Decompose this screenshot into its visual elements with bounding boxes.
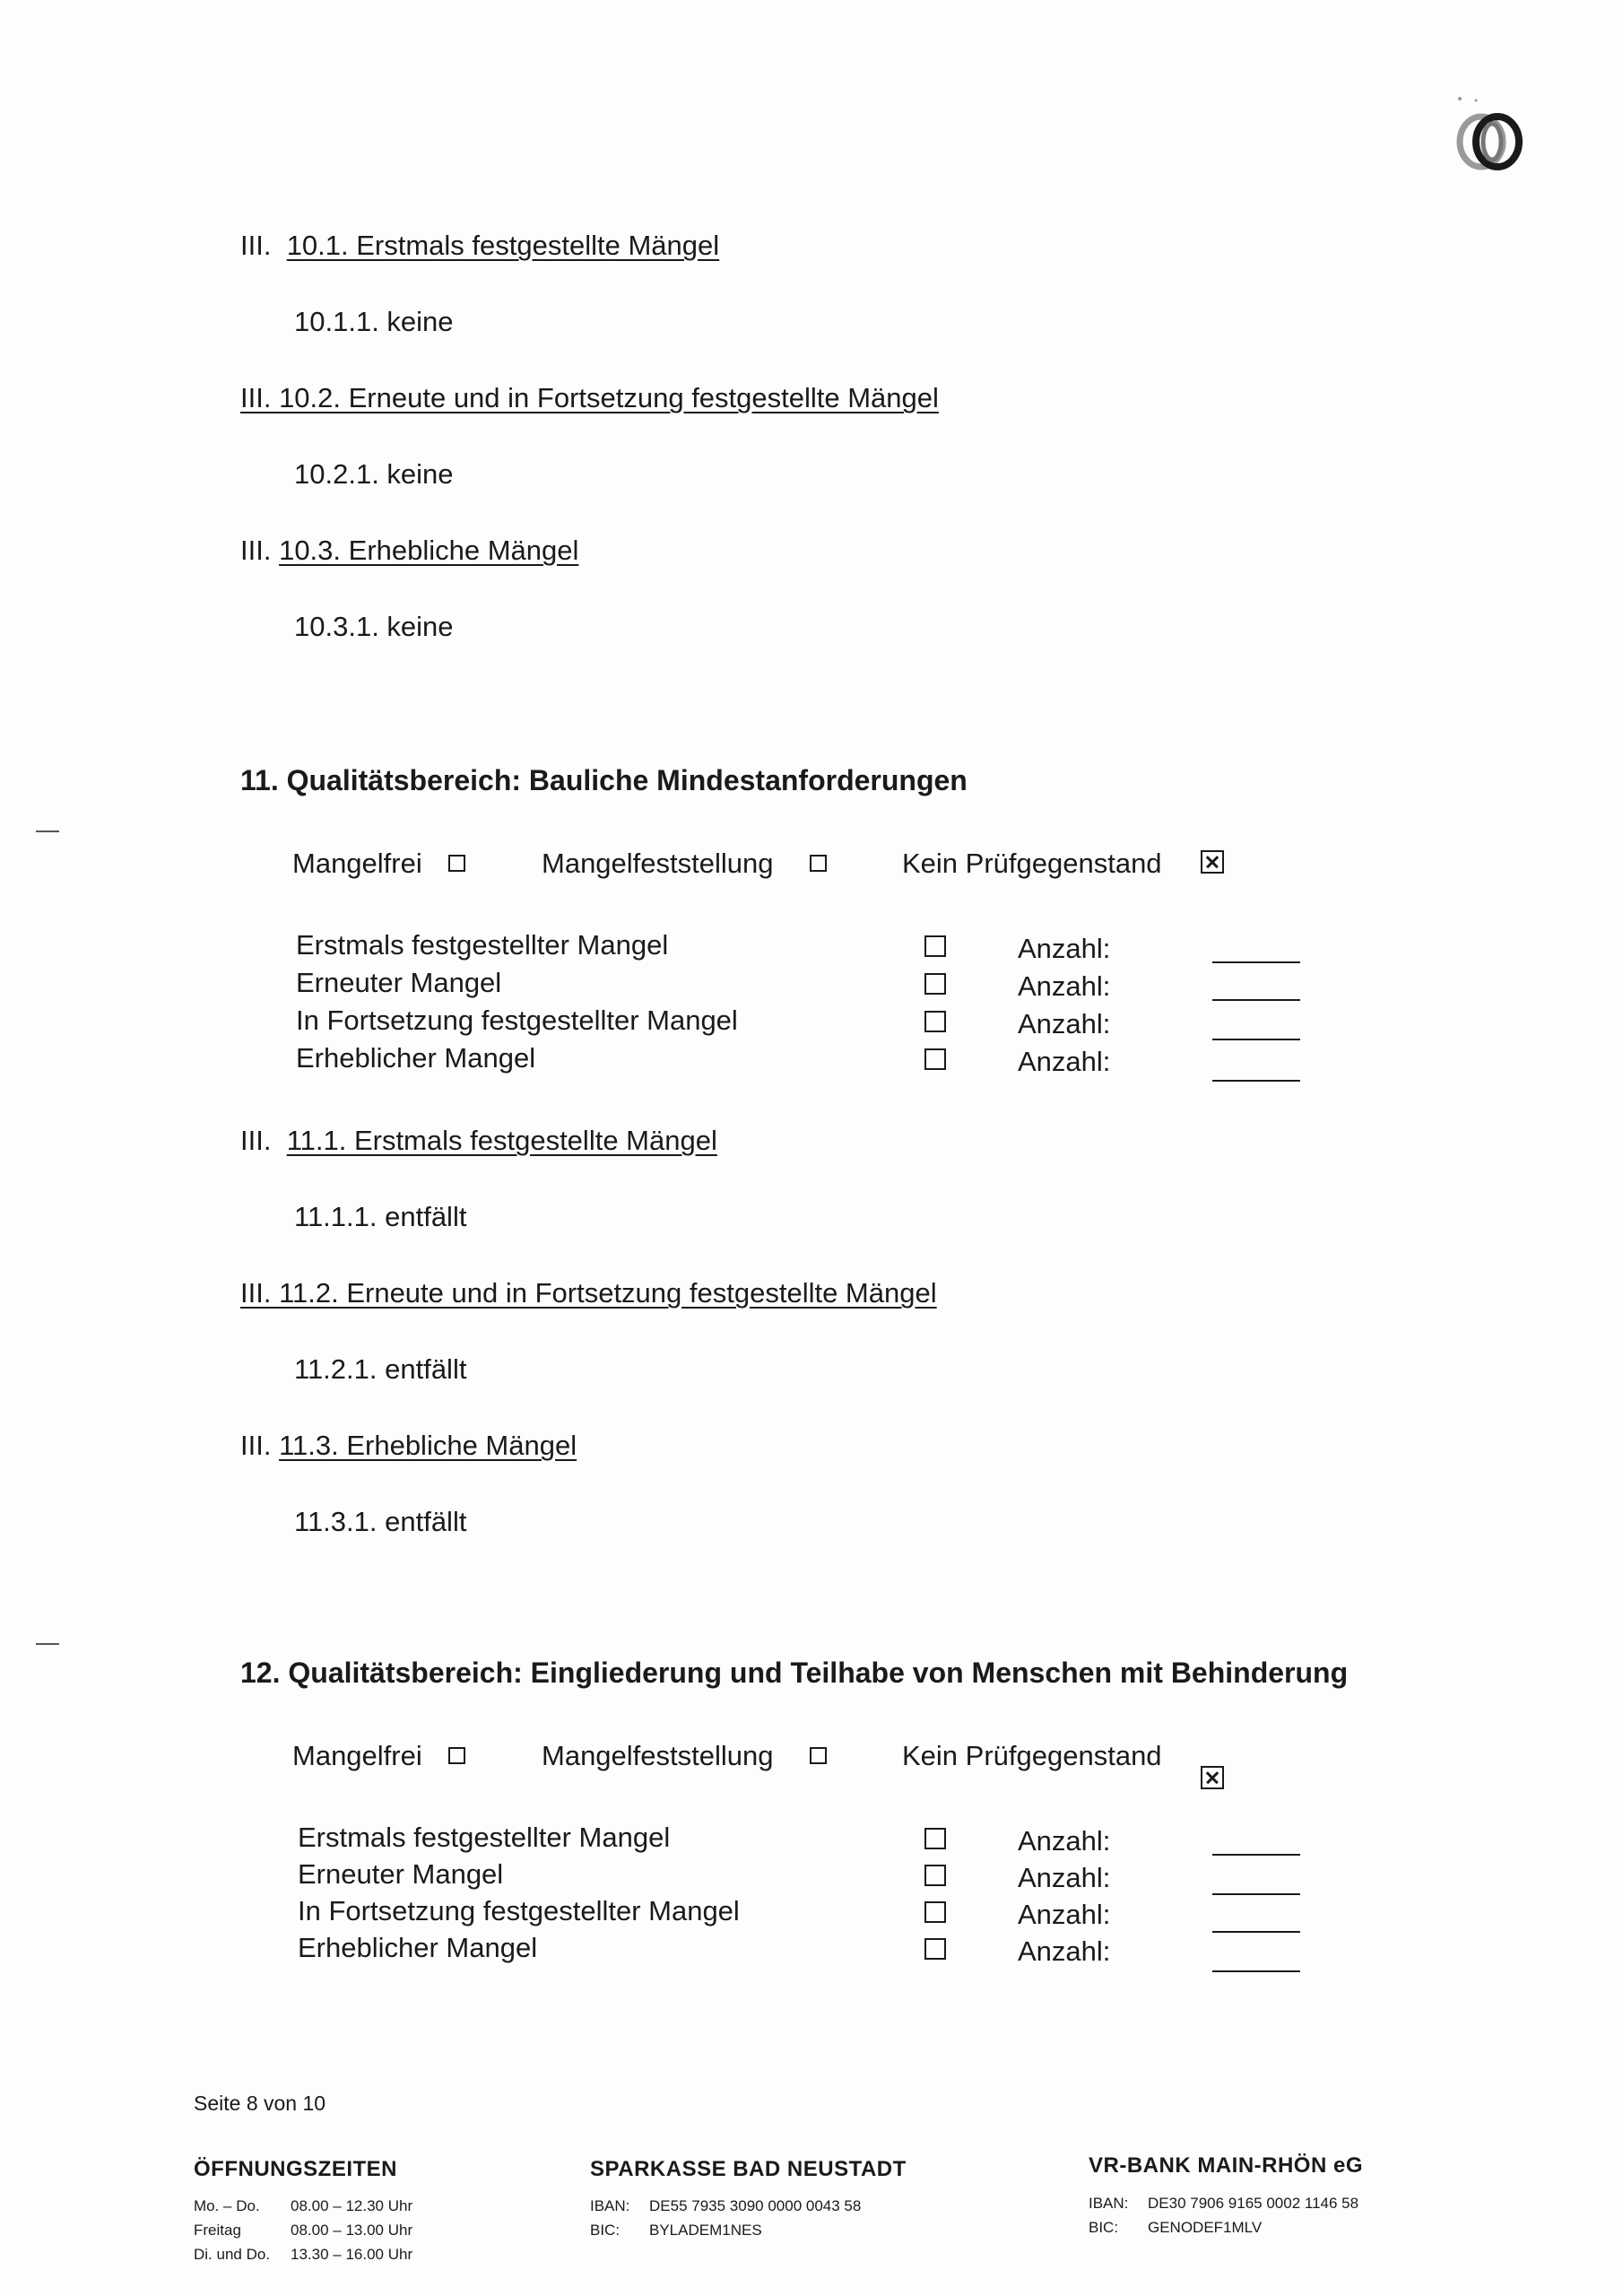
row-fortsetzung-label: In Fortsetzung festgestellter Mangel <box>298 1895 740 1926</box>
row-erheblich-checkbox[interactable] <box>924 1048 946 1070</box>
row-erstmals-label: Erstmals festgestellter Mangel <box>296 929 669 961</box>
row-erheblich-checkbox[interactable] <box>924 1938 946 1960</box>
row-erneuter-label: Erneuter Mangel <box>296 967 502 998</box>
anzahl-blank-line[interactable] <box>1212 1080 1300 1082</box>
anzahl-label: Anzahl: <box>1018 1862 1111 1893</box>
anzahl-blank-line[interactable] <box>1212 961 1300 963</box>
row-erstmals-checkbox[interactable] <box>924 1828 946 1849</box>
opt-kein-pruefgegenstand-label: Kein Prüfgegenstand <box>902 1740 1162 1771</box>
section-11-heading: 11. Qualitätsbereich: Bauliche Mindestanforderungen <box>240 764 968 796</box>
section-10-3-item: 10.3.1. keine <box>294 611 454 642</box>
anzahl-label: Anzahl: <box>1018 1046 1111 1077</box>
section-11-3-heading: III. 11.3. Erhebliche Mängel <box>240 1430 577 1461</box>
mangelfrei-checkbox[interactable] <box>448 855 465 872</box>
section-10-2-heading: III. 10.2. Erneute und in Fortsetzung festgestellte Mängel <box>240 382 939 413</box>
section-11-2-item: 11.2.1. entfällt <box>294 1353 467 1385</box>
section-10-3-heading: III. 10.3. Erhebliche Mängel <box>240 535 579 566</box>
footer-hours-day: Di. und Do. <box>194 2246 271 2263</box>
footer-bank2-bic-label: BIC: <box>1089 2219 1119 2236</box>
section-12-heading: 12. Qualitätsbereich: Eingliederung und Teilhabe von Menschen mit Behinderung <box>240 1657 1349 1689</box>
footer-bank1-iban-label: IBAN: <box>590 2197 630 2214</box>
anzahl-label: Anzahl: <box>1018 933 1111 964</box>
footer-hours-day: Mo. – Do. <box>194 2197 260 2214</box>
rings-logo-icon <box>1451 90 1532 179</box>
footer-bank2-title: VR-BANK MAIN-RHÖN eG <box>1089 2153 1363 2178</box>
footer-bank2-iban-label: IBAN: <box>1089 2195 1129 2212</box>
anzahl-blank-line[interactable] <box>1212 1970 1300 1972</box>
section-11-2-heading: III. 11.2. Erneute und in Fortsetzung festgestellte Mängel <box>240 1277 937 1309</box>
section-10-1-item: 10.1.1. keine <box>294 306 454 337</box>
kein-pruefgegenstand-checkbox-checked[interactable] <box>1201 850 1224 874</box>
margin-mark <box>36 831 59 832</box>
section-11-3-item: 11.3.1. entfällt <box>294 1506 467 1537</box>
mangelfeststellung-checkbox[interactable] <box>810 855 827 872</box>
section-10-2-item: 10.2.1. keine <box>294 458 454 490</box>
footer-bank1-bic-label: BIC: <box>590 2222 621 2239</box>
opt-mangelfeststellung-label: Mangelfeststellung <box>542 1740 774 1771</box>
row-erheblich-label: Erheblicher Mangel <box>298 1932 538 1963</box>
anzahl-label: Anzahl: <box>1018 1935 1111 1967</box>
anzahl-blank-line[interactable] <box>1212 999 1300 1001</box>
opt-kein-pruefgegenstand-label: Kein Prüfgegenstand <box>902 848 1162 879</box>
row-fortsetzung-checkbox[interactable] <box>924 1901 946 1923</box>
row-erneuter-checkbox[interactable] <box>924 1865 946 1886</box>
kein-pruefgegenstand-checkbox-checked[interactable] <box>1201 1766 1224 1789</box>
footer-bank1-title: SPARKASSE BAD NEUSTADT <box>590 2157 907 2181</box>
margin-mark <box>36 1643 59 1645</box>
anzahl-label: Anzahl: <box>1018 1899 1111 1930</box>
anzahl-label: Anzahl: <box>1018 1008 1111 1039</box>
anzahl-label: Anzahl: <box>1018 1825 1111 1857</box>
row-erstmals-label: Erstmals festgestellter Mangel <box>298 1822 671 1853</box>
footer-hours-title: ÖFFNUNGSZEITEN <box>194 2157 397 2181</box>
footer-bank1-iban: DE55 7935 3090 0000 0043 58 <box>649 2197 862 2214</box>
footer-bank2-iban: DE30 7906 9165 0002 1146 58 <box>1148 2195 1359 2212</box>
footer-bank2-bic: GENODEF1MLV <box>1148 2219 1263 2236</box>
anzahl-blank-line[interactable] <box>1212 1039 1300 1040</box>
opt-mangelfeststellung-label: Mangelfeststellung <box>542 848 774 879</box>
footer-bank1-bic: BYLADEM1NES <box>649 2222 762 2239</box>
anzahl-blank-line[interactable] <box>1212 1931 1300 1933</box>
anzahl-blank-line[interactable] <box>1212 1854 1300 1856</box>
row-fortsetzung-label: In Fortsetzung festgestellter Mangel <box>296 1004 738 1036</box>
section-10-1-heading: III. 10.1. Erstmals festgestellte Mängel <box>240 230 720 261</box>
row-erneuter-label: Erneuter Mangel <box>298 1858 504 1890</box>
footer-hours-time: 08.00 – 12.30 Uhr <box>291 2197 413 2214</box>
anzahl-blank-line[interactable] <box>1212 1893 1300 1895</box>
row-erheblich-label: Erheblicher Mangel <box>296 1042 536 1074</box>
mangelfrei-checkbox[interactable] <box>448 1747 465 1764</box>
row-fortsetzung-checkbox[interactable] <box>924 1011 946 1032</box>
opt-mangelfrei-label: Mangelfrei <box>292 848 422 879</box>
row-erstmals-checkbox[interactable] <box>924 935 946 957</box>
footer-hours-time: 08.00 – 13.00 Uhr <box>291 2222 413 2239</box>
footer-hours-time: 13.30 – 16.00 Uhr <box>291 2246 413 2263</box>
section-11-1-heading: III. 11.1. Erstmals festgestellte Mängel <box>240 1125 717 1156</box>
anzahl-label: Anzahl: <box>1018 970 1111 1002</box>
page-number: Seite 8 von 10 <box>194 2092 326 2115</box>
row-erneuter-checkbox[interactable] <box>924 973 946 995</box>
mangelfeststellung-checkbox[interactable] <box>810 1747 827 1764</box>
opt-mangelfrei-label: Mangelfrei <box>292 1740 422 1771</box>
section-11-1-item: 11.1.1. entfällt <box>294 1201 467 1232</box>
footer-hours-day: Freitag <box>194 2222 241 2239</box>
